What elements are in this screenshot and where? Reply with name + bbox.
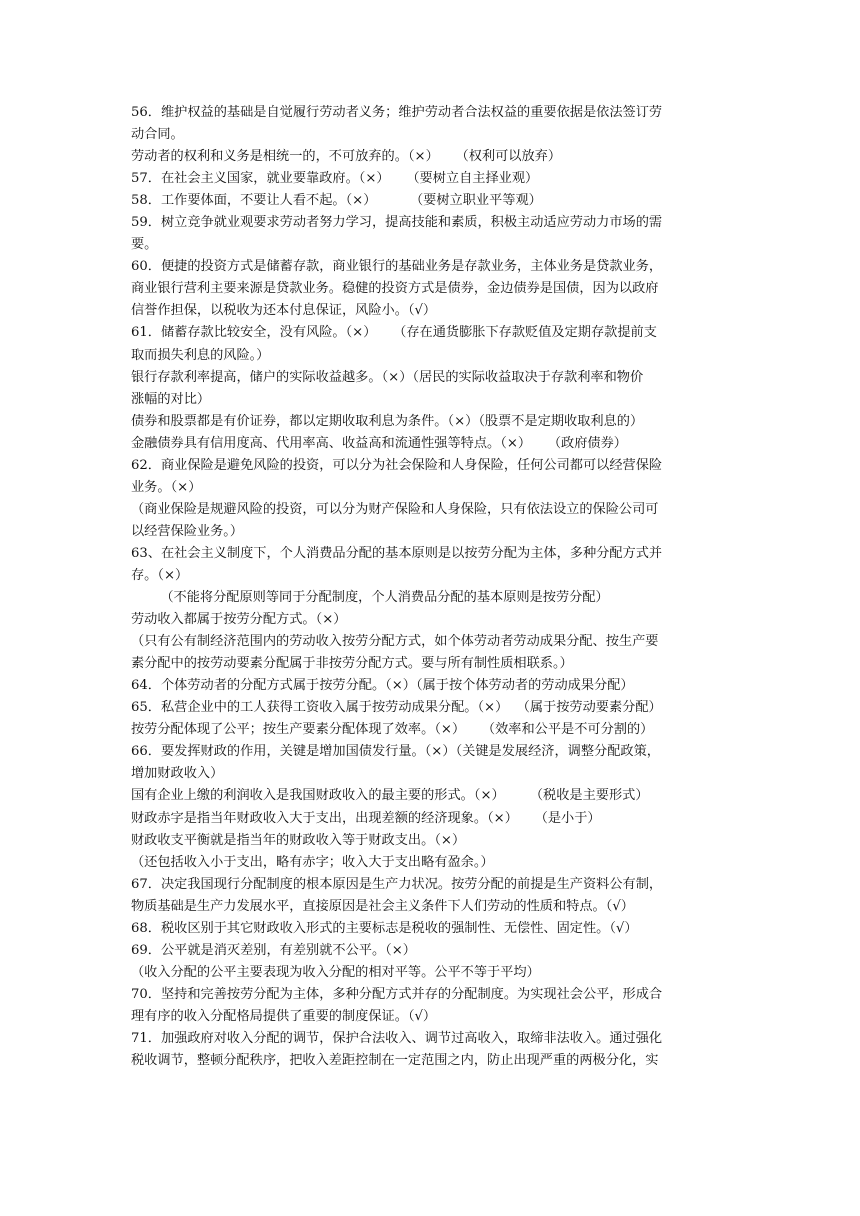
text-line: 国有企业上缴的利润收入是我国财政收入的最主要的形式。（×） （税收是主要形式） [131, 788, 649, 804]
text-line: 62．商业保险是避免风险的投资，可以分为社会保险和人身保险，任何公司都可以经营保险 [131, 457, 663, 473]
text-line: 劳动收入都属于按劳分配方式。（×） [131, 612, 347, 628]
text-line: 动合同。 [131, 127, 184, 143]
text-line: 涨幅的对比） [131, 391, 211, 407]
text-line: 要。 [131, 237, 158, 253]
text-line: （不能将分配原则等同于分配制度，个人消费品分配的基本原则是按劳分配） [131, 590, 609, 606]
text-line: （收入分配的公平主要表现为收入分配的相对平等。公平不等于平均） [131, 964, 540, 980]
text-line: 按劳分配体现了公平；按生产要素分配体现了效率。（×） （效率和公平是不可分割的） [131, 722, 654, 738]
text-line: 债券和股票都是有价证券，都以定期收取利息为条件。（×）（股票不是定期收取利息的） [131, 413, 644, 429]
text-line: 财政赤字是指当年财政收入大于支出，出现差额的经济现象。（×） （是小于） [131, 810, 601, 826]
text-line: 70．坚持和完善按劳分配为主体，多种分配方式并存的分配制度。为实现社会公平，形成合 [131, 986, 663, 1002]
text-line: 58．工作要体面，不要让人看不起。（×） （要树立职业平等观） [131, 193, 542, 209]
text-line: （商业保险是规避风险的投资，可以分为财产保险和人身保险，只有依法设立的保险公司可 [131, 501, 659, 517]
text-line: 金融债券具有信用度高、代用率高、收益高和流通性强等特点。（×） （政府债券） [131, 435, 627, 451]
document-page [131, 102, 731, 1072]
text-line: 财政收支平衡就是指当年的财政收入等于财政支出。（×） [131, 832, 466, 848]
text-line: 60．便捷的投资方式是储蓄存款，商业银行的基础业务是存款业务，主体业务是贷款业务， [131, 259, 663, 275]
text-line: （只有公有制经济范围内的劳动收入按劳分配方式，如个体劳动者劳动成果分配、按生产要 [131, 634, 659, 650]
text-line: 银行存款利率提高，储户的实际收益越多。（×）（居民的实际收益取决于存款利率和物价 [131, 369, 644, 385]
text-line: 69．公平就是消灭差别，有差别就不公平。（×） [131, 942, 416, 958]
text-line: 税收调节，整顿分配秩序，把收入差距控制在一定范围之内，防止出现严重的两极分化，实 [131, 1053, 659, 1069]
text-line: 68．税收区别于其它财政收入形式的主要标志是税收的强制性、无偿性、固定性。（√） [131, 920, 638, 936]
text-line: 增加财政收入） [131, 766, 224, 782]
text-line: 业务。（×） [131, 479, 202, 495]
text-line: 64．个体劳动者的分配方式属于按劳分配。（×）（属于按个体劳动者的劳动成果分配） [131, 678, 634, 694]
text-line: 57．在社会主义国家，就业要靠政府。（×） （要树立自主择业观） [131, 171, 539, 187]
text-line: 63、在社会主义制度下，个人消费品分配的基本原则是以按劳分配为主体，多种分配方式并 [131, 545, 663, 561]
text-line: 61．储蓄存款比较安全，没有风险。（×） （存在通货膨胀下存款贬值及定期存款提前支 [131, 325, 657, 341]
text-line: 56．维护权益的基础是自觉履行劳动者义务；维护劳动者合法权益的重要依据是依法签订劳 [131, 105, 663, 120]
text-line: 商业银行营利主要来源是贷款业务。稳健的投资方式是债券，金边债券是国债，因为以政府 [131, 281, 659, 297]
text-line: 取而损失利息的风险。） [131, 347, 270, 363]
text-line: 66．要发挥财政的作用，关键是增加国债发行量。（×）（关键是发展经济，调整分配政策， [131, 744, 660, 760]
text-line: 存。（×） [131, 567, 189, 583]
text-line: 信誉作担保，以税收为还本付息保证，风险小。（√） [131, 303, 437, 319]
text-line: 67．决定我国现行分配制度的根本原因是生产力状况。按劳分配的前提是生产资料公有制， [131, 876, 663, 892]
text-line: 65．私营企业中的工人获得工资收入属于按劳动成果分配。（×） （属于按劳动要素分配） [131, 700, 662, 716]
text-line: （还包括收入小于支出，略有赤字；收入大于支出略有盈余。） [131, 854, 494, 870]
text-line: 71．加强政府对收入分配的调节，保护合法收入、调节过高收入，取缔非法收入。通过强化 [131, 1030, 663, 1046]
text-line: 59．树立竞争就业观要求劳动者努力学习，提高技能和素质，积极主动适应劳动力市场的需 [131, 215, 663, 231]
text-line: 劳动者的权利和义务是相统一的，不可放弃的。（×） （权利可以放弃） [131, 149, 562, 165]
text-line: 以经营保险业务。） [131, 523, 244, 539]
text-line: 素分配中的按劳动要素分配属于非按劳分配方式。要与所有制性质相联系。） [131, 656, 573, 672]
text-line: 理有序的收入分配格局提供了重要的制度保证。（√） [131, 1008, 437, 1024]
text-line: 物质基础是生产力发展水平，直接原因是社会主义条件下人们劳动的性质和特点。（√） [131, 898, 634, 914]
